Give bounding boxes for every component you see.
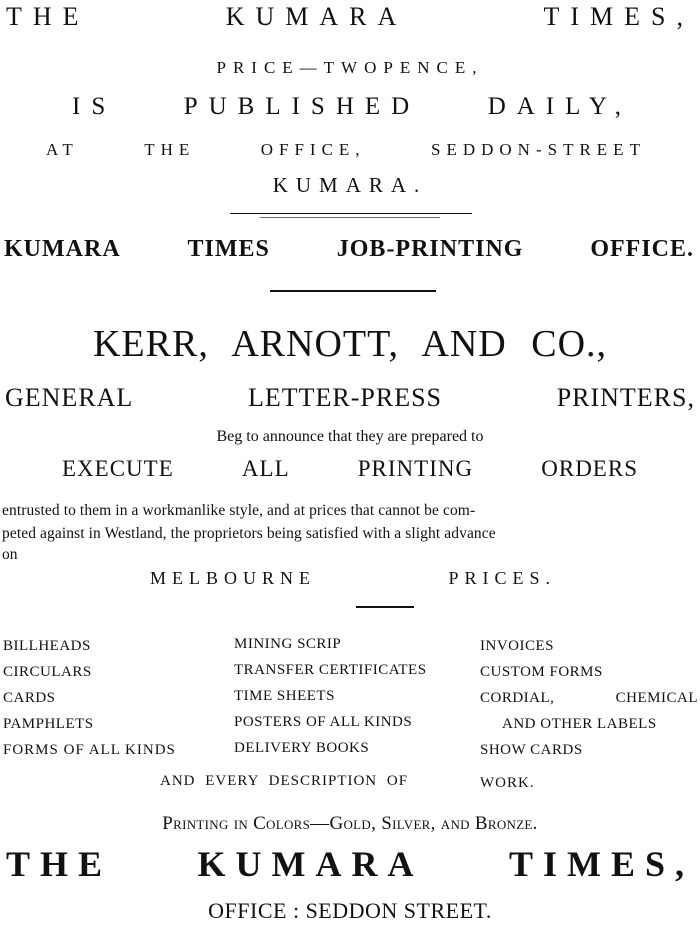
service-item: CUSTOM FORMS (480, 664, 603, 680)
melbourne-word: MELBOURNE (150, 568, 316, 588)
footer-office: OFFICE : SEDDON STREET. (208, 898, 492, 923)
job-office-word: OFFICE. (590, 236, 694, 262)
service-item: DELIVERY BOOKS (234, 740, 370, 756)
footer-word: KUMARA (197, 844, 424, 884)
published-word: IS (72, 93, 117, 120)
office-line (46, 140, 646, 160)
footer-word: TIMES, (508, 844, 694, 884)
execute-word: EXECUTE (62, 456, 174, 481)
office-word: SEDDON-STREET (431, 140, 646, 159)
service-item: BILLHEADS (3, 638, 91, 654)
price-line: PRICE—TWOPENCE, (216, 58, 484, 77)
footer-word: THE (6, 844, 113, 884)
service-item: TIME SHEETS (234, 688, 335, 704)
service-item: AND OTHER LABELS (502, 716, 657, 732)
body-line: peted against in Westland, the proprietors being satisfied with a slight advance (2, 525, 496, 542)
masthead-word: KUMARA (225, 2, 408, 31)
every-description-line: AND EVERY DESCRIPTION OF (160, 773, 409, 789)
published-word: PUBLISHED (183, 93, 421, 120)
service-item: INVOICES (480, 638, 554, 654)
services-column-3 (480, 633, 698, 763)
masthead-word: TIMES, (543, 2, 694, 31)
announce-line: Beg to announce that they are prepared to (216, 428, 484, 445)
divider (356, 606, 414, 608)
service-item: CHEMICAL (615, 690, 698, 706)
service-item: FORMS OF ALL KINDS (3, 742, 176, 758)
service-item: TRANSFER CERTIFICATES (234, 662, 427, 678)
service-item: CIRCULARS (3, 664, 92, 680)
service-item: MINING SCRIP (234, 636, 342, 652)
published-word: DAILY, (487, 93, 632, 120)
divider (260, 217, 440, 218)
melbourne-word: PRICES. (448, 568, 556, 588)
divider (230, 213, 472, 214)
service-item: SHOW CARDS (480, 742, 583, 758)
service-item: CARDS (3, 690, 56, 706)
services-column-2 (234, 631, 427, 761)
masthead-word: THE (6, 2, 90, 31)
service-item: POSTERS OF ALL KINDS (234, 714, 413, 730)
office-word: AT (46, 140, 79, 159)
execute-line (62, 456, 638, 482)
execute-word: ORDERS (541, 456, 638, 481)
job-office-heading (4, 236, 694, 263)
services-column-1 (3, 633, 176, 763)
execute-word: ALL (241, 456, 290, 481)
office-word: OFFICE, (260, 140, 366, 159)
colors-line: Printing in Colors—Gold, Silver, and Bronze. (162, 813, 538, 834)
firm-name: KERR, ARNOTT, AND CO., (92, 323, 608, 365)
service-item: PAMPHLETS (3, 716, 94, 732)
divider (270, 290, 436, 292)
trade-word: GENERAL (5, 383, 134, 412)
job-office-word: TIMES (187, 236, 270, 262)
masthead-title (6, 2, 694, 32)
service-item-pair (480, 685, 698, 711)
office-word: THE (144, 140, 196, 159)
body-line: on (2, 546, 18, 563)
work-line: WORK. (480, 775, 535, 791)
trade-word: PRINTERS, (556, 383, 695, 412)
trade-line (5, 383, 695, 413)
melbourne-line (150, 568, 556, 589)
job-office-word: JOB-PRINTING (336, 236, 524, 262)
execute-word: PRINTING (357, 456, 474, 481)
town-line: KUMARA. (272, 173, 428, 197)
trade-word: LETTER-PRESS (248, 383, 443, 412)
job-office-word: KUMARA (4, 236, 121, 262)
body-line: entrusted to them in a workmanlike style, and at prices that cannot be com- (2, 502, 476, 519)
footer-title (6, 843, 694, 885)
service-item: CORDIAL, (480, 690, 555, 706)
published-line (72, 93, 632, 121)
